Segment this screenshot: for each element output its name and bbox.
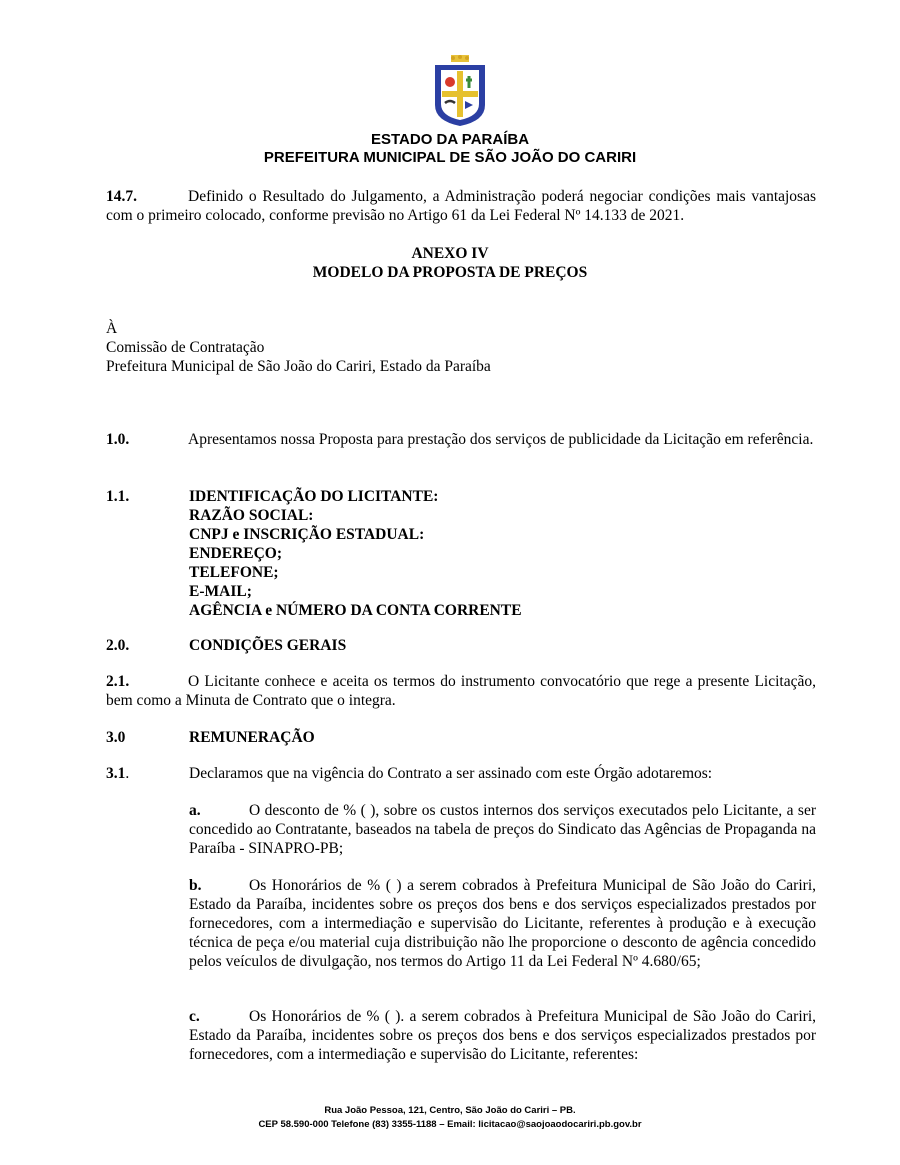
section-text: Apresentamos nossa Proposta para prestação dos serviços de publicidade da Licitação em referência. (188, 431, 814, 448)
addressee-prefecture: Prefeitura Municipal de São João do Cariri, Estado da Paraíba (106, 358, 491, 375)
paragraph-text: Definido o Resultado do Julgamento, a Administração poderá negociar condições mais vantajosas com o primeiro colocado, conforme previsão no Artigo 61 da Lei Federal Nº 14.133 de 2021. (106, 188, 816, 224)
item-text: O desconto de % ( ), sobre os custos internos dos serviços executados pelo Licitante, a ser concedido ao Contratante, baseados na tabela de preços do Sindicato das Agências de Propaganda na Paraíba - SINAPRO-PB; (189, 802, 816, 857)
annex-title: ANEXO IV (411, 245, 489, 262)
section-2-1 (106, 672, 816, 710)
item-a (189, 801, 816, 858)
paragraph-14-7 (106, 187, 816, 225)
bidder-identification-line: CNPJ e INSCRIÇÃO ESTADUAL: (189, 526, 425, 543)
bidder-identification-line: TELEFONE; (189, 564, 279, 581)
coat-of-arms-icon (429, 55, 491, 127)
bidder-identification-line: IDENTIFICAÇÃO DO LICITANTE: (189, 488, 439, 505)
section-1-0 (106, 430, 816, 449)
bidder-identification-line: AGÊNCIA e NÚMERO DA CONTA CORRENTE (189, 602, 522, 619)
item-label: a. (189, 802, 201, 819)
bidder-identification-line: RAZÃO SOCIAL: (189, 507, 314, 524)
annex-subtitle: MODELO DA PROPOSTA DE PREÇOS (312, 264, 588, 281)
item-label: c. (189, 1008, 200, 1025)
item-label: b. (189, 877, 202, 894)
bidder-identification-list (189, 487, 522, 620)
section-number: 2.1. (106, 673, 130, 690)
footer-contact: CEP 58.590-000 Telefone (83) 3355-1188 – Email: licitacao@saojoaodocariri.pb.gov.br (258, 1119, 642, 1130)
item-text: Os Honorários de % ( ) a serem cobrados à Prefeitura Municipal de São João do Cariri, Estado da Paraíba, incidentes sobre os preços dos bens e dos serviços especializados prestados por fornecedores, com a intermediação e supervisão do Licitante, referentes à produção e à execução técnica de peça e/ou material cuja distribuição não lhe proporcione o desconto de agência concedido pelos veículos de divulgação, nos termos do Artigo 11 da Lei Federal Nº 4.680/65; (189, 877, 816, 970)
section-3-1-number: 3.1. (106, 765, 130, 782)
state-heading: ESTADO DA PARAÍBA (370, 131, 530, 148)
prefecture-heading: PREFEITURA MUNICIPAL DE SÃO JOÃO DO CARIRI (263, 149, 637, 166)
section-3-0-title: REMUNERAÇÃO (189, 729, 315, 746)
item-text: Os Honorários de % ( ). a serem cobrados à Prefeitura Municipal de São João do Cariri, Estado da Paraíba, incidentes sobre os preços dos bens e dos serviços especializados prestados por fornecedores, com a intermediação e supervisão do Licitante, referentes: (189, 1008, 816, 1063)
section-3-1-text: Declaramos que na vigência do Contrato a ser assinado com este Órgão adotaremos: (189, 765, 713, 782)
section-text: O Licitante conhece e aceita os termos do instrumento convocatório que rege a presente Licitação, bem como a Minuta de Contrato que o integra. (106, 673, 816, 709)
item-c (189, 1007, 816, 1064)
footer-address: Rua João Pessoa, 121, Centro, São João do Cariri – PB. (324, 1105, 576, 1116)
paragraph-number: 14.7. (106, 188, 137, 205)
addressee-committee: Comissão de Contratação (106, 339, 265, 356)
addressee-block (106, 319, 491, 376)
bidder-identification-line: E-MAIL; (189, 583, 252, 600)
addressee-to: À (106, 320, 118, 337)
section-2-0-title: CONDIÇÕES GERAIS (189, 637, 347, 654)
section-1-1-number: 1.1. (106, 488, 130, 505)
section-2-0-number: 2.0. (106, 637, 130, 654)
bidder-identification-line: ENDEREÇO; (189, 545, 283, 562)
section-number: 1.0. (106, 431, 130, 448)
section-3-0-number: 3.0 (106, 729, 126, 746)
item-b (189, 876, 816, 971)
